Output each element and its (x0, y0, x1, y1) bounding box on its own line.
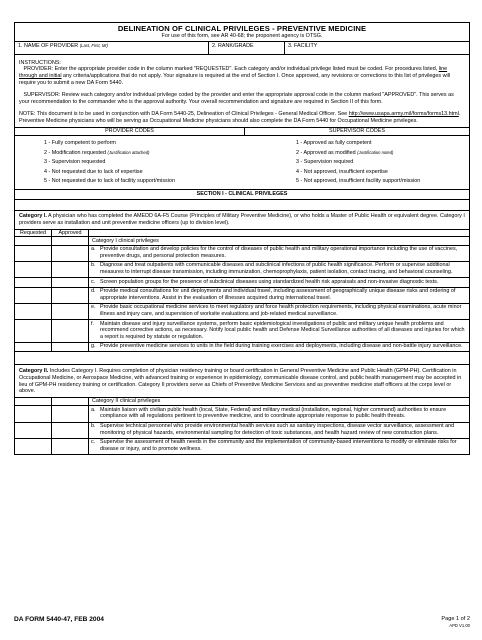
table-row (15, 246, 469, 262)
requested-cell[interactable] (15, 320, 52, 342)
requested-cell[interactable] (15, 288, 52, 303)
approved-cell[interactable] (52, 278, 89, 287)
table-row (15, 406, 469, 422)
privilege-text: Provide basic occupational medicine services to meet regulatory and force health protection requirements, including physical examinations, acute minor illness and injury care, and supervision of worksite evaluations and job-related medical surveillance. (100, 304, 462, 317)
provider-code-item: 2 - Modification requested (Justification attached) (44, 149, 150, 156)
item-letter: a. (91, 406, 96, 413)
category-2-list-heading: Category II clinical privileges (92, 398, 161, 405)
category-2-label: Category II. (19, 368, 49, 375)
item-letter: b. (91, 423, 96, 430)
provider-code-item: 1 - Fully competent to perform (44, 140, 116, 147)
header-filler (89, 230, 469, 237)
table-row (15, 439, 469, 454)
table-row (15, 237, 469, 246)
instructions (15, 55, 469, 128)
note-text: NOTE: This document is to be used in conjunction with DA Form 5440-25, Delineation of Clinical Privileges - General Medical Officer. See (19, 111, 349, 118)
provider-codes-list (15, 140, 245, 185)
item-letter: c. (91, 439, 96, 446)
rank-grade-label: 2. RANK/GRADE (212, 42, 254, 49)
table-row (15, 320, 469, 343)
note-text-2: . Preventive Medicine physicians who will be serving as Occupational Medicine physicians should also complete the DA Form 5440 for Occupational Medicine privileges. (19, 111, 461, 124)
page-info (441, 616, 470, 628)
provider-instructions-text-2: any criteria/applications that do not apply. Your signature is required at the end of Section I. Once approved, any revisions or corrections to this list of privileges will require you to submit a new DA Form 5440. (19, 73, 451, 86)
category-2-privileges (15, 398, 469, 454)
requested-cell[interactable] (15, 246, 52, 261)
forms-link[interactable]: http://www.usapa.army.mil/forms/forms13.html (348, 111, 459, 118)
form-subtitle: For use of this form, see AR 40-68; the proponent agency is OTSG. (161, 33, 323, 40)
table-row (15, 423, 469, 439)
table-row (15, 304, 469, 320)
category-1-text: A physician who has completed the AMEDD 6A-F5 Course (Principles of Military Preventive Medicine), or who holds a Master of Public Health or equivalent degree. Category I providers serve as installation and unit preventive medicine officers (up to division level). (19, 213, 465, 226)
supervisor-code-item: 4 - Not approved, insufficient expertise (296, 168, 388, 175)
approved-cell[interactable] (52, 262, 89, 277)
supervisor-code-item: 1 - Approved as fully competent (296, 140, 372, 147)
privilege-text: Diagnose and treat outpatients with communicable diseases and subclinical infections of public health significance. Perform or supervise additional measures to interrupt disease transmission, including immunization, chemoprophylaxis, patient isolation, contact tracing, and behavioral counseling. (100, 262, 453, 275)
table-row (15, 262, 469, 278)
supervisor-codes-heading: SUPERVISOR CODES (245, 128, 469, 137)
privilege-text: Maintain liaison with civilian public health (local, State, Federal) and military medical (installation, regional, higher command) authorities to ensure compliance with all regulations pertinent to preventive medicine, and to coordinate appropriate response to public health threats. (100, 406, 447, 420)
provider-instructions (19, 66, 465, 86)
requested-cell[interactable] (15, 343, 52, 352)
approved-cell[interactable] (52, 423, 89, 438)
privilege-text: Supervise technical personnel who provide environmental health services such as sanitary inspections, disease vector surveillance, assessment and monitoring of physical hazards, environmental sampling for detection of toxic substances, and health hazard review of new construction plans. (100, 423, 455, 436)
requested-cell[interactable] (15, 406, 52, 421)
facility-label: 3. FACILITY (288, 42, 318, 49)
privilege-text: Provide medical consultations for unit deployments and individual travel, including assessment of geographically unique disease risks and ordering of appropriate interventions. Assist in the evaluation of illnesses acquired during international travel. (100, 288, 456, 301)
supervisor-code-item: 3 - Supervision required (296, 159, 354, 166)
item-letter: b. (91, 262, 96, 269)
note (19, 111, 465, 124)
rank-grade-field[interactable] (209, 42, 285, 54)
approved-column-header: Approved (52, 230, 89, 237)
supervisor-instructions (19, 92, 465, 105)
approved-cell[interactable] (52, 246, 89, 261)
table-row (15, 288, 469, 304)
spacer (15, 351, 469, 365)
approved-cell[interactable] (52, 439, 89, 454)
form-id: DA FORM 5440-47, FEB 2004 (14, 616, 104, 623)
item-letter: a. (91, 246, 96, 253)
privilege-table-header (15, 230, 469, 238)
form-version: APD V1.00 (449, 622, 470, 628)
requested-column-header: Requested (15, 230, 52, 237)
provider-codes-heading: PROVIDER CODES (15, 128, 245, 137)
item-letter: f. (91, 320, 94, 327)
section-1-title: SECTION I - CLINICAL PRIVILEGES (15, 190, 469, 201)
requested-cell[interactable] (15, 237, 52, 245)
approved-cell[interactable] (52, 237, 89, 245)
supervisor-codes-list (245, 140, 469, 185)
approved-cell[interactable] (52, 398, 89, 406)
provider-name-field[interactable] (15, 42, 209, 54)
form-footer (14, 616, 470, 628)
provider-instructions-underline: line through and initial (19, 66, 448, 80)
table-row (15, 398, 469, 407)
provider-code-item: 3 - Supervision requested (44, 159, 106, 166)
provider-name-label: 1. NAME OF PROVIDER (18, 42, 79, 49)
privilege-text: Maintain disease and injury surveillance systems, perform basic epidemiological investigations of public and military unique health problems and recommend corrective actions, as necessary. Notify local public health and Defense Medical Surveillance authorities of all diseases and injuries for which a report is required by statute or regulation. (100, 320, 465, 340)
facility-field[interactable] (285, 42, 469, 54)
approved-cell[interactable] (52, 288, 89, 303)
requested-cell[interactable] (15, 398, 52, 406)
provider-code-item: 5 - Not requested due to lack of facility support/mission (44, 178, 175, 185)
category-2-description (15, 365, 469, 397)
table-row (15, 343, 469, 352)
provider-info-fields (15, 42, 469, 55)
instructions-heading: INSTRUCTIONS: (19, 59, 61, 66)
codes-header (15, 128, 469, 137)
form-title: DELINEATION OF CLINICAL PRIVILEGES - PREVENTIVE MEDICINE (117, 24, 367, 33)
supervisor-code-item: 5 - Not approved, insufficient facility support/mission (296, 178, 421, 185)
item-letter: d. (91, 288, 96, 295)
supervisor-code-item: 2 - Approved as modified (Justification noted) (296, 149, 394, 156)
item-letter: e. (91, 304, 96, 311)
page-number: Page 1 of 2 (441, 616, 470, 622)
category-2-text: Includes Category I. Requires completion of physician residency training or board certification in General Preventive Medicine and Public Health (GPM-PH). Certification in Occupational Medicine, or Aerospace Medicine, with advanced training or experience in epidemiology, communicable disease control, and public health management may be accepted in lieu of GPM-PH residency training or certification. Category II providers serve as Chiefs of Preventive Medicine Services and as preventive medicine staff officers at the corps level or above. (19, 368, 462, 395)
requested-cell[interactable] (15, 262, 52, 277)
provider-code-item: 4 - Not requested due to lack of expertise (44, 168, 143, 175)
requested-cell[interactable] (15, 278, 52, 287)
approved-cell[interactable] (52, 320, 89, 342)
category-1-privileges (15, 237, 469, 351)
requested-cell[interactable] (15, 304, 52, 319)
item-letter: c. (91, 278, 96, 285)
spacer (15, 200, 469, 211)
supervisor-instructions-text: SUPERVISOR: Review each category and/or individual privilege coded by the provider and enter the appropriate approval code in the column marked "APPROVED". This serves as your recommendation to the commander who is the approval authority. Your overall recommendation and signature are required in Section II of this form. (19, 92, 454, 105)
form-body (14, 22, 470, 455)
form-header (15, 23, 469, 42)
approved-cell[interactable] (52, 406, 89, 421)
privilege-text: Provide preventive medicine services to units in the field during training exercises and deployments, including disease and non-battle injury surveillance. (100, 343, 463, 350)
requested-cell[interactable] (15, 439, 52, 454)
codes-legend (15, 136, 469, 190)
provider-name-hint: (Last, First, MI) (79, 42, 108, 48)
category-1-label: Category I. (19, 213, 47, 220)
category-1-list-heading: Category I clinical privileges (92, 237, 159, 244)
requested-cell[interactable] (15, 423, 52, 438)
approved-cell[interactable] (52, 343, 89, 352)
item-letter: g. (91, 343, 96, 350)
privilege-text: Provide consultation and develop policies for the control of diseases of public health and military operational importance including the use of vaccines, preventive drugs, and personal protection measures. (100, 246, 458, 259)
privilege-text: Screen population groups for the presence of subclinical diseases using standardized health risk appraisals and non-invasive diagnostic tests. (100, 278, 439, 285)
table-row (15, 278, 469, 288)
provider-instructions-text: PROVIDER: Enter the appropriate provider code in the column marked "REQUESTED". Each category and/or individual privilege listed must be coded. For procedures listed, (23, 66, 439, 73)
approved-cell[interactable] (52, 304, 89, 319)
category-1-description (15, 211, 469, 229)
privilege-text: Supervise the assessment of health needs in the community and the implementation of community-based interventions to modify or eliminate risks for disease or injury, and to promote wellness. (100, 439, 457, 452)
